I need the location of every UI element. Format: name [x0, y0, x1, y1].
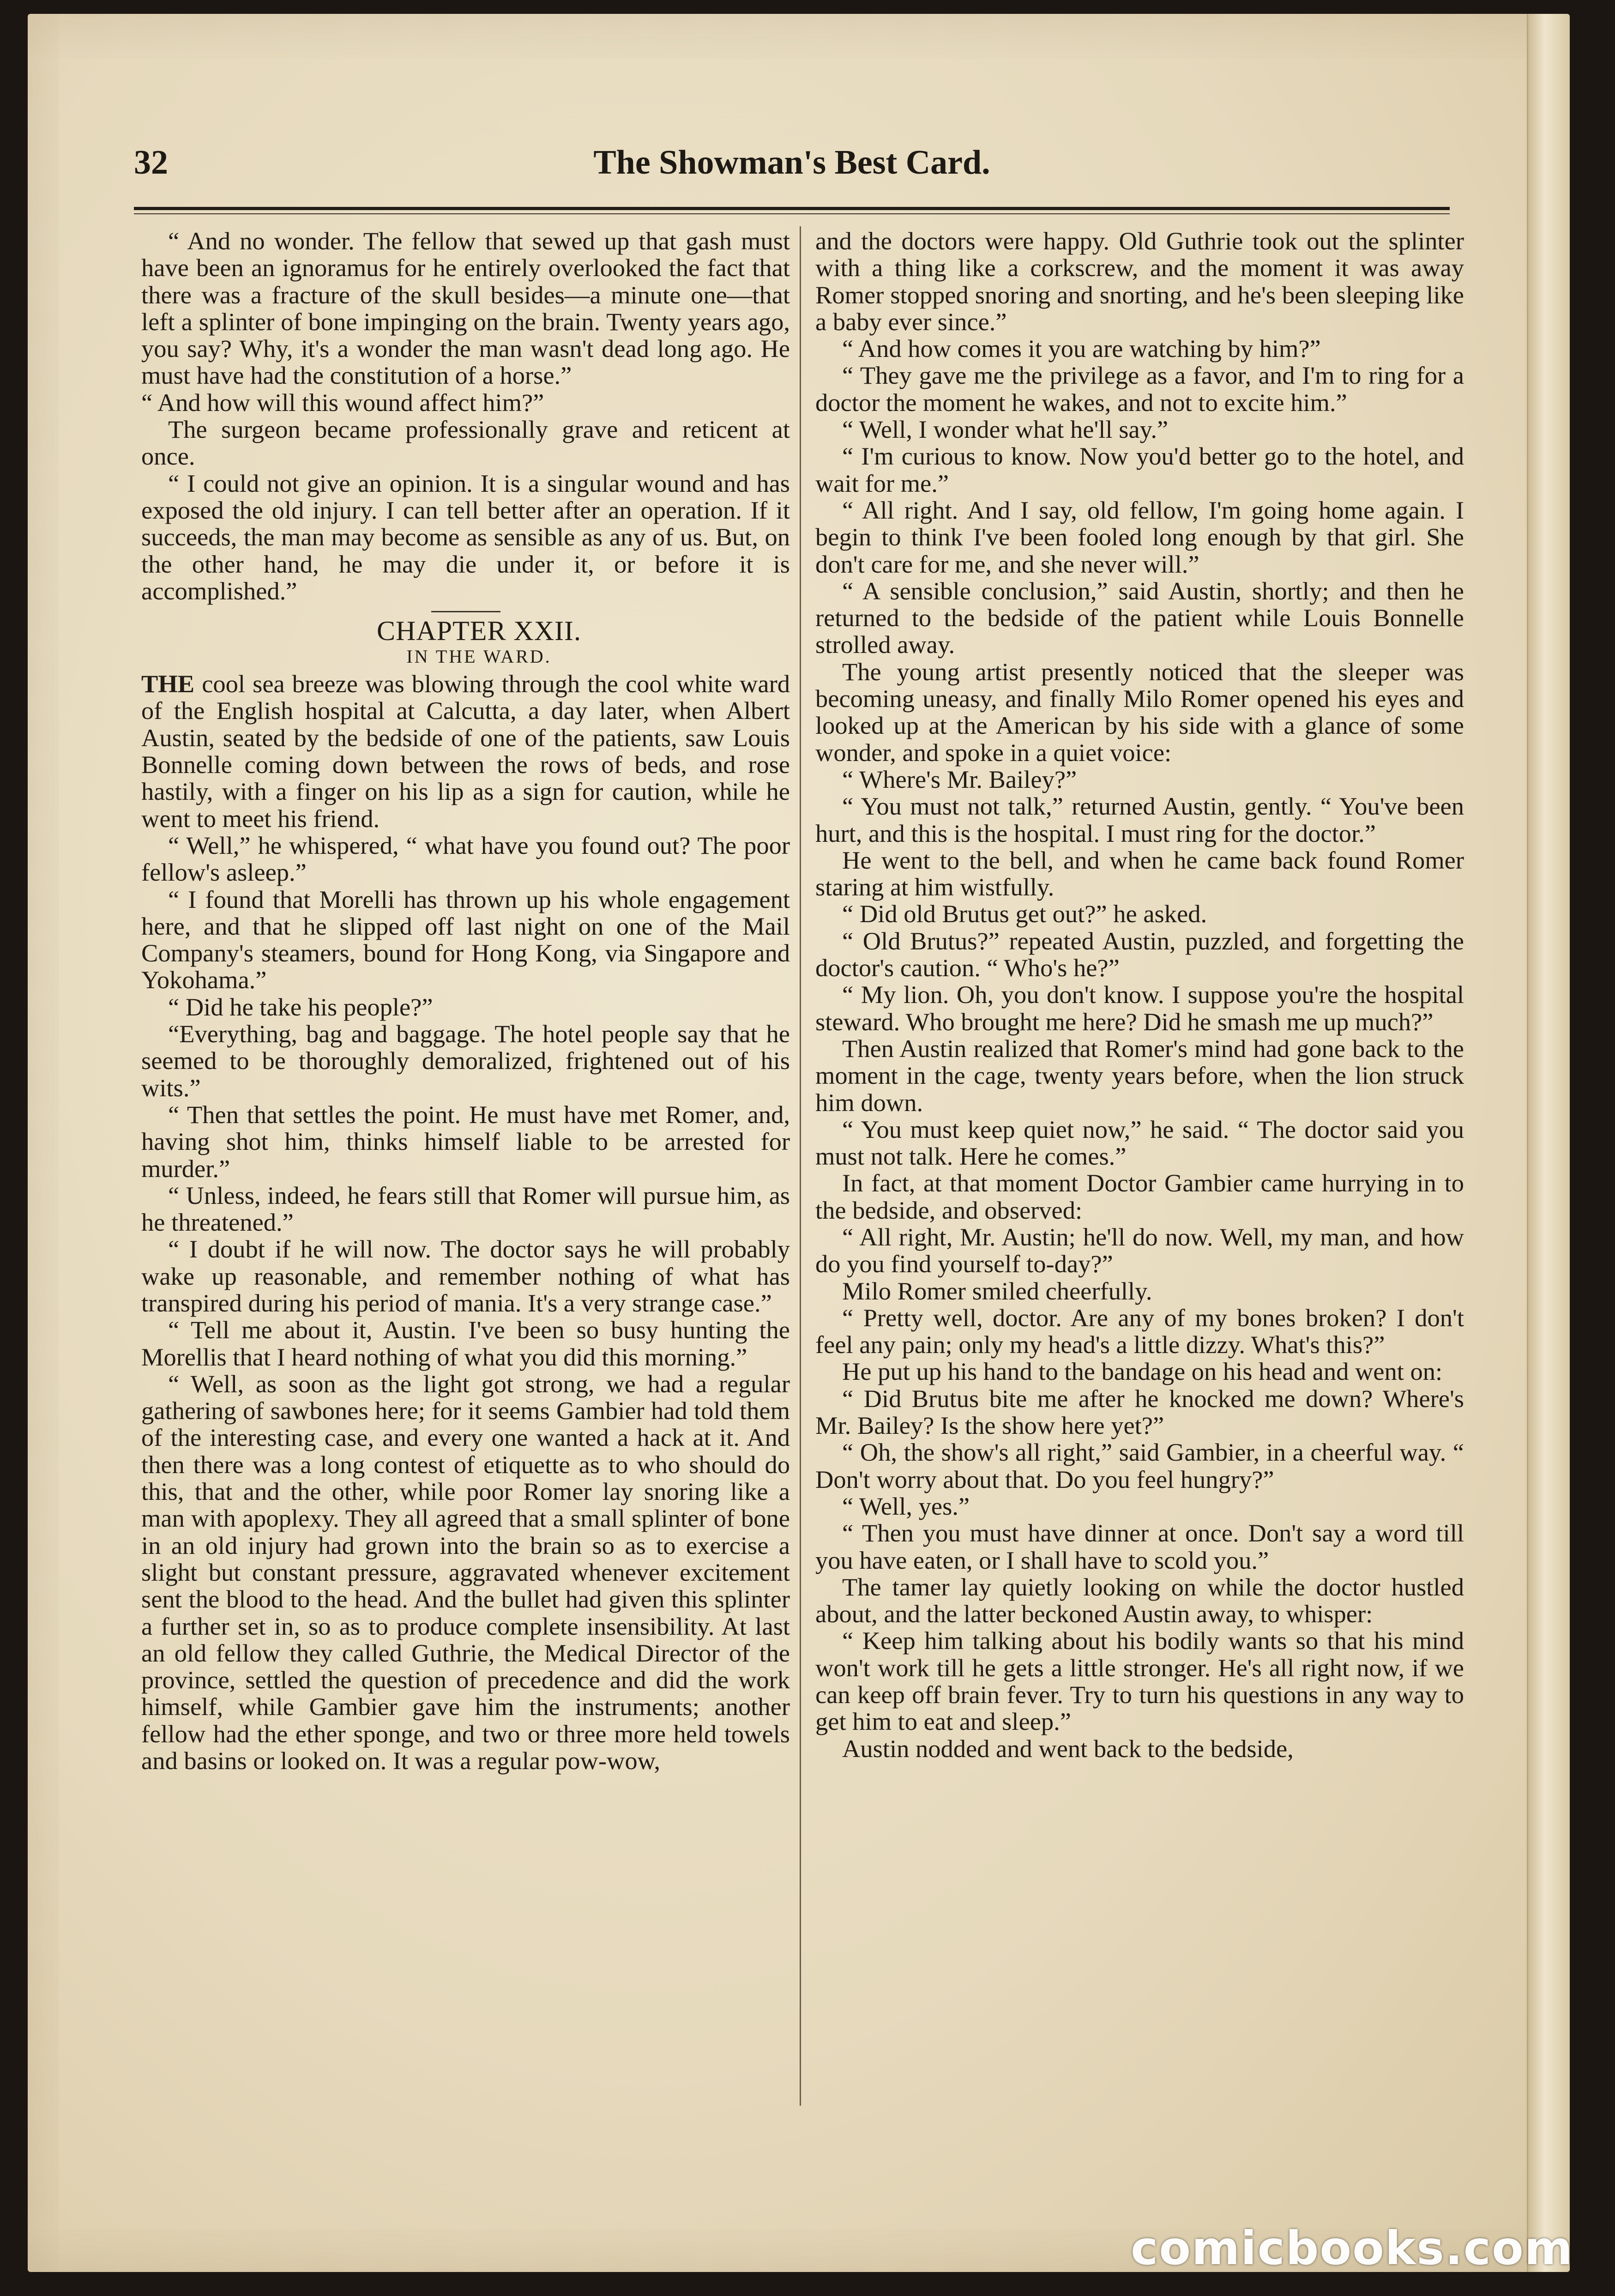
paragraph: “ They gave me the privilege as a favor, and I'm to ring for a doctor the moment he wakes, and not to excite him.”	[815, 361, 1464, 417]
site-watermark: comicbooks.com	[1131, 2221, 1573, 2275]
header-rule	[134, 207, 1450, 210]
paragraph: “ I found that Morelli has thrown up his whole engagement here, and that he slipped off last night on one of the Mail Company's steamers, bound for Hong Kong, via Singapore and Yokohama.”	[141, 885, 790, 994]
paragraph: “ Did Brutus bite me after he knocked me down? Where's Mr. Bailey? Is the show here yet?”	[815, 1384, 1464, 1440]
paragraph: “ Well, as soon as the light got strong, we had a regular gathering of sawbones here; for it seems Gambier had told them of the interesting case, and every one wanted a hack at it. And then there was a long contest of etiquette as to who should do this, that and the other, while poor Romer lay snoring like a man with apoplexy. They all agreed that a small splinter of bone in an old injury had grown into the brain so as to exercise a slight but constant pressure, aggravated whenever excitement sent the blood to the head. And the bullet had given this splinter a further set in, so as to produce complete insensibility. At last an old fellow they called Guthrie, the Medical Director of the province, settled the question of precedence and did the work himself, while Gambier gave him the instruments; another fellow had the ether sponge, and two or three more held towels and basins or looked on. It was a regular pow-wow,	[141, 1369, 790, 1775]
paragraph: Milo Romer smiled cheerfully.	[842, 1276, 1152, 1305]
paragraph: “ Well,” he whispered, “ what have you found out? The poor fellow's asleep.”	[141, 831, 790, 887]
page-gutter	[1527, 14, 1570, 2272]
paragraph: The surgeon became professionally grave and reticent at once.	[141, 415, 790, 471]
paragraph: “ Did he take his people?”	[168, 992, 433, 1021]
page-number: 32	[134, 144, 168, 181]
running-title: The Showman's Best Card.	[593, 144, 990, 181]
chapter-first-word: THE	[141, 670, 195, 698]
paragraph: “ Unless, indeed, he fears still that Romer will pursue him, as he threatened.”	[141, 1181, 790, 1237]
paragraph: “ My lion. Oh, you don't know. I suppose you're the hospital steward. Who brought me here? Did he smash me up much?”	[815, 980, 1464, 1036]
paragraph: “ All right, Mr. Austin; he'll do now. Well, my man, and how do you find yourself to-day?”	[815, 1222, 1464, 1278]
paragraph: “Everything, bag and baggage. The hotel people say that he seemed to be thoroughly demoralized, frightened out of his wits.”	[141, 1020, 790, 1102]
paragraph: In fact, at that moment Doctor Gambier came hurrying in to the bedside, and observed:	[815, 1169, 1464, 1224]
continued-paragraph: and the doctors were happy. Old Guthrie took out the splinter with a thing like a corkscrew, and the moment it was away Romer stopped snoring and snorting, and he's been sleeping like a baby ever since.”	[815, 227, 1464, 336]
magazine-page	[28, 14, 1570, 2272]
paragraph: “ And no wonder. The fellow that sewed up that gash must have been an ignoramus for he entirely overlooked the fact that there was a fracture of the skull besides—a minute one—that left a splinter of bone impinging on the brain. Twenty years ago, you say? Why, it's a wonder the man wasn't dead long ago. He must have had the constitution of a horse.”	[141, 227, 790, 390]
paragraph: “ Did old Brutus get out?” he asked.	[842, 900, 1207, 928]
paragraph: “ Where's Mr. Bailey?”	[842, 765, 1077, 793]
paragraph: “ I'm curious to know. Now you'd better go to the hotel, and wait for me.”	[815, 442, 1464, 497]
paragraph: “ Keep him talking about his bodily wants so that his mind won't work till he gets a little stronger. He's all right now, if we can keep off brain fever. Try to turn his questions in any way to get him to eat and sleep.”	[815, 1626, 1464, 1736]
paragraph: “ All right. And I say, old fellow, I'm going home again. I begin to think I've been fooled long enough by that girl. She don't care for me, and she never will.”	[815, 495, 1464, 578]
paragraph: “ I doubt if he will now. The doctor says he will probably wake up reasonable, and remember nothing of what has transpired during his period of mania. It's a very strange case.”	[141, 1235, 790, 1317]
chapter-break	[141, 611, 790, 668]
header-rule-thin	[134, 213, 1450, 214]
paragraph: “ Tell me about it, Austin. I've been so busy hunting the Morellis that I heard nothing of what you did this morning.”	[141, 1316, 790, 1371]
chapter-opening-paragraph	[141, 671, 790, 832]
column-divider	[800, 226, 801, 2106]
page-header	[134, 139, 1450, 189]
paragraph-text: cool sea breeze was blowing through the cool white ward of the English hospital at Calcutta, a day later, when Albert Austin, seated by the bedside of one of the patients, saw Louis Bonnelle coming down between the rows of beds, and rose hastily, with a finger on his lip as a sign for caution, while he went to meet his friend.	[141, 670, 790, 833]
paragraph: Austin nodded and went back to the bedside,	[842, 1734, 1294, 1763]
paragraph: “ Then you must have dinner at once. Don't say a word till you have eaten, or I shall have to scold you.”	[815, 1519, 1464, 1574]
paragraph: “ I could not give an opinion. It is a singular wound and has exposed the old injury. I can tell better after an operation. If it succeeds, the man may become as sensible as any of us. But, on the other hand, he may die under it, or before it is accomplished.”	[141, 469, 790, 605]
chapter-heading: CHAPTER XXII.	[377, 616, 581, 647]
right-column	[815, 228, 1464, 1762]
paragraph: “ Oh, the show's all right,” said Gambier, in a cheerful way. “ Don't worry about that. Do you feel hungry?”	[815, 1438, 1464, 1493]
paragraph: “ And how will this wound affect him?”	[141, 388, 544, 417]
paragraph: “ Well, yes.”	[842, 1492, 970, 1520]
paragraph: “ A sensible conclusion,” said Austin, shortly; and then he returned to the bedside of the patient while Louis Bonnelle strolled away.	[815, 576, 1464, 659]
paragraph: “ Well, I wonder what he'll say.”	[842, 415, 1169, 444]
paragraph: “ Then that settles the point. He must have met Romer, and, having shot him, thinks himself liable to be arrested for murder.”	[141, 1100, 790, 1183]
paragraph: He went to the bell, and when he came back found Romer staring at him wistfully.	[815, 846, 1464, 901]
paragraph: “ And how comes it you are watching by him?”	[842, 334, 1321, 363]
paragraph: He put up his hand to the bandage on his head and went on:	[842, 1357, 1443, 1386]
section-rule	[431, 611, 500, 612]
paragraph: “ Old Brutus?” repeated Austin, puzzled, and forgetting the doctor's caution. “ Who's he?”	[815, 926, 1464, 982]
paragraph: “ You must not talk,” returned Austin, gently. “ You've been hurt, and this is the hospital. I must ring for the doctor.”	[815, 792, 1464, 847]
chapter-subheading: IN THE WARD.	[406, 646, 552, 667]
paragraph: “ Pretty well, doctor. Are any of my bones broken? I don't feel any pain; only my head's a little dizzy. What's this?”	[815, 1303, 1464, 1359]
paragraph: Then Austin realized that Romer's mind had gone back to the moment in the cage, twenty years before, when the lion struck him down.	[815, 1034, 1464, 1117]
left-column	[141, 228, 790, 1774]
paragraph: “ You must keep quiet now,” he said. “ The doctor said you must not talk. Here he comes.”	[815, 1115, 1464, 1171]
paragraph: The young artist presently noticed that the sleeper was becoming uneasy, and finally Milo Romer opened his eyes and looked up at the American by his side with a glance of some wonder, and spoke in a quiet voice:	[815, 657, 1464, 767]
paragraph: The tamer lay quietly looking on while the doctor hustled about, and the latter beckoned Austin away, to whisper:	[815, 1572, 1464, 1628]
